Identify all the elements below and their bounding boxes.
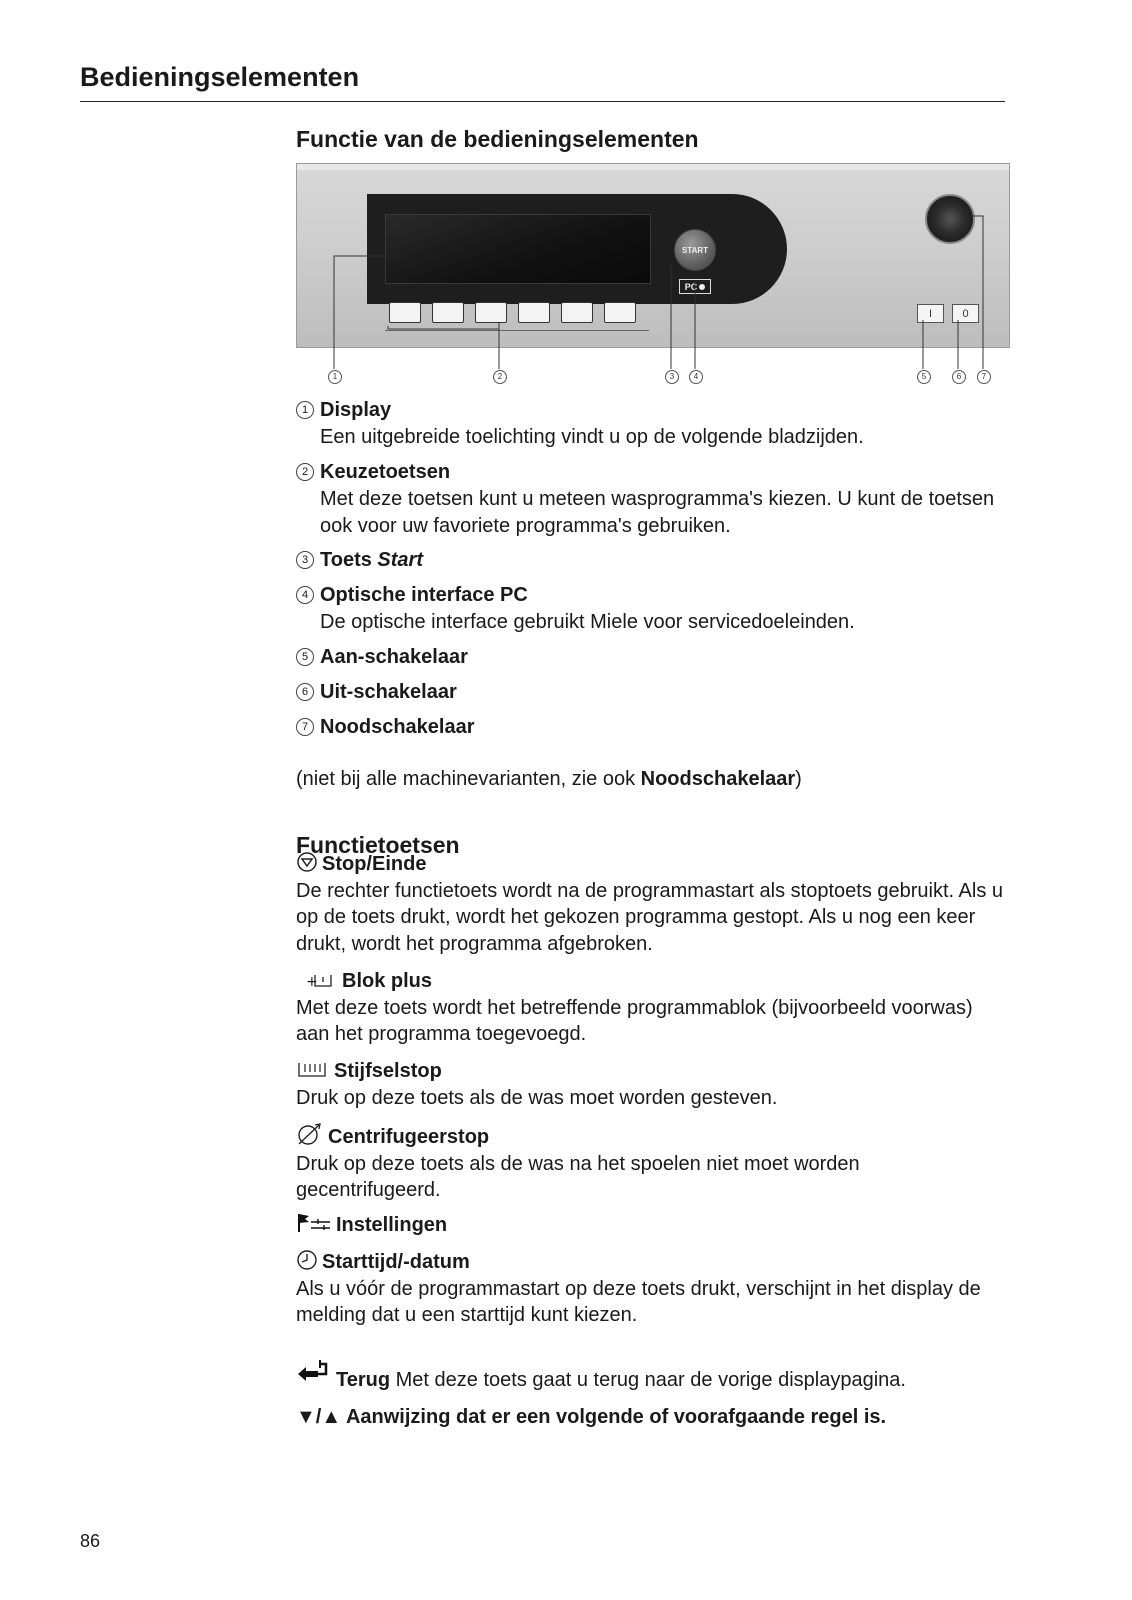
legend-item-display xyxy=(296,397,1008,451)
back-arrow-icon xyxy=(296,1358,332,1388)
callout-5: 5 xyxy=(917,370,931,384)
start-button: START xyxy=(674,229,716,271)
legend-num: 1 xyxy=(296,401,314,419)
settings-icon xyxy=(296,1212,332,1234)
block-plus-icon xyxy=(296,970,338,990)
off-switch: 0 xyxy=(952,304,979,323)
function-key-block-plus xyxy=(296,968,1008,1048)
function-key-stop xyxy=(296,851,1008,957)
function-key-title: Stop/Einde xyxy=(322,853,427,875)
spin-stop-icon xyxy=(296,1122,324,1146)
callout-4: 4 xyxy=(689,370,703,384)
control-panel-figure xyxy=(296,163,1008,393)
legend-title: Toets xyxy=(320,549,378,571)
legend-desc: Een uitgebreide toelichting vindt u op de volgende bladzijden. xyxy=(320,426,864,448)
function-key-title: Instellingen xyxy=(336,1214,448,1236)
function-key-title: Starttijd/-datum xyxy=(322,1251,470,1273)
legend-title: Noodschakelaar xyxy=(320,716,475,738)
legend-num: 4 xyxy=(296,586,314,604)
pc-interface-text: PC xyxy=(684,281,698,292)
note-link-emergency-switch: Noodschakelaar xyxy=(640,768,796,790)
function-key-spin-stop xyxy=(296,1122,1008,1204)
function-key-desc: Als u vóór de programmastart op deze toets drukt, verschijnt in het display de melding dat u een starttijd kunt kiezen. xyxy=(296,1277,981,1326)
function-key-desc: Druk op deze toets als de was na het spoelen niet moet worden gecentrifugeerd. xyxy=(296,1152,860,1201)
page-number: 86 xyxy=(80,1531,101,1551)
variant-note xyxy=(296,766,802,793)
legend-num: 3 xyxy=(296,551,314,569)
starch-stop-icon xyxy=(296,1060,330,1080)
function-key-back xyxy=(296,1358,1008,1394)
function-key-starch-stop xyxy=(296,1058,1008,1111)
function-key-desc: De rechter functietoets wordt na de programmastart als stoptoets gebruikt. Als u op de toets drukt, wordt het gekozen programma gestopt. Als u nog een keer drukt, wordt het programma afgebroken. xyxy=(296,879,1004,955)
legend-num: 5 xyxy=(296,648,314,666)
legend-title: Aan-schakelaar xyxy=(320,646,468,668)
legend-num: 7 xyxy=(296,718,314,736)
callout-1: 1 xyxy=(328,370,342,384)
legend-num: 2 xyxy=(296,463,314,481)
function-key-desc: Druk op deze toets als de was moet worden gesteven. xyxy=(296,1086,778,1109)
legend-item-off-switch xyxy=(296,679,1008,706)
note-text: (niet bij alle machinevarianten, zie ook xyxy=(296,768,641,790)
callout-lines xyxy=(296,163,1008,393)
title-rule xyxy=(80,101,1005,102)
stop-icon xyxy=(296,851,318,873)
callout-3: 3 xyxy=(665,370,679,384)
callout-6: 6 xyxy=(952,370,966,384)
legend-title: Optische interface PC xyxy=(320,584,528,606)
function-key-title: Stijfselstop xyxy=(334,1060,442,1082)
callout-7: 7 xyxy=(977,370,991,384)
legend-desc: De optische interface gebruikt Miele voor servicedoeleinden. xyxy=(320,611,855,633)
page-title: Bedieningselementen xyxy=(80,62,360,92)
arrow-down-up-icon: ▼/▲ xyxy=(296,1406,342,1428)
function-key-desc: Met deze toets wordt het betreffende programmablok (bijvoorbeeld voorwas) aan het programma toegevoegd. xyxy=(296,996,973,1045)
legend-desc: Met deze toetsen kunt u meteen wasprogramma's kiezen. U kunt de toetsen ook voor uw favoriete programma's gebruiken. xyxy=(320,488,995,537)
function-key-settings xyxy=(296,1212,1008,1239)
on-switch: I xyxy=(917,304,944,323)
legend-title: Uit-schakelaar xyxy=(320,681,457,703)
arrows-note-text: Aanwijzing dat er een volgende of voorafgaande regel is. xyxy=(341,1406,887,1428)
legend-title: Display xyxy=(320,399,392,421)
note-text-end: ) xyxy=(795,768,802,790)
legend-item-selection-keys xyxy=(296,459,1008,540)
function-key-title: Blok plus xyxy=(342,970,433,992)
function-key-title: Centrifugeerstop xyxy=(328,1126,490,1148)
arrows-note xyxy=(296,1404,1008,1431)
function-key-start-time xyxy=(296,1249,1008,1329)
section-title-controls: Functie van de bedieningselementen xyxy=(296,126,699,152)
legend-num: 6 xyxy=(296,683,314,701)
legend-item-emergency-switch xyxy=(296,714,1008,741)
legend-title-italic: Start xyxy=(377,549,423,571)
legend-item-pc-interface xyxy=(296,582,1008,636)
clock-icon xyxy=(296,1249,318,1271)
back-title: Terug xyxy=(336,1369,391,1391)
legend-item-start xyxy=(296,547,1008,574)
back-desc: Met deze toets gaat u terug naar de vorige displaypagina. xyxy=(390,1369,906,1391)
svg-text:+: + xyxy=(306,974,318,990)
callout-2: 2 xyxy=(493,370,507,384)
section-title-function-keys: Functietoetsen xyxy=(296,832,460,858)
legend-title: Keuzetoetsen xyxy=(320,461,451,483)
legend-item-on-switch xyxy=(296,644,1008,671)
